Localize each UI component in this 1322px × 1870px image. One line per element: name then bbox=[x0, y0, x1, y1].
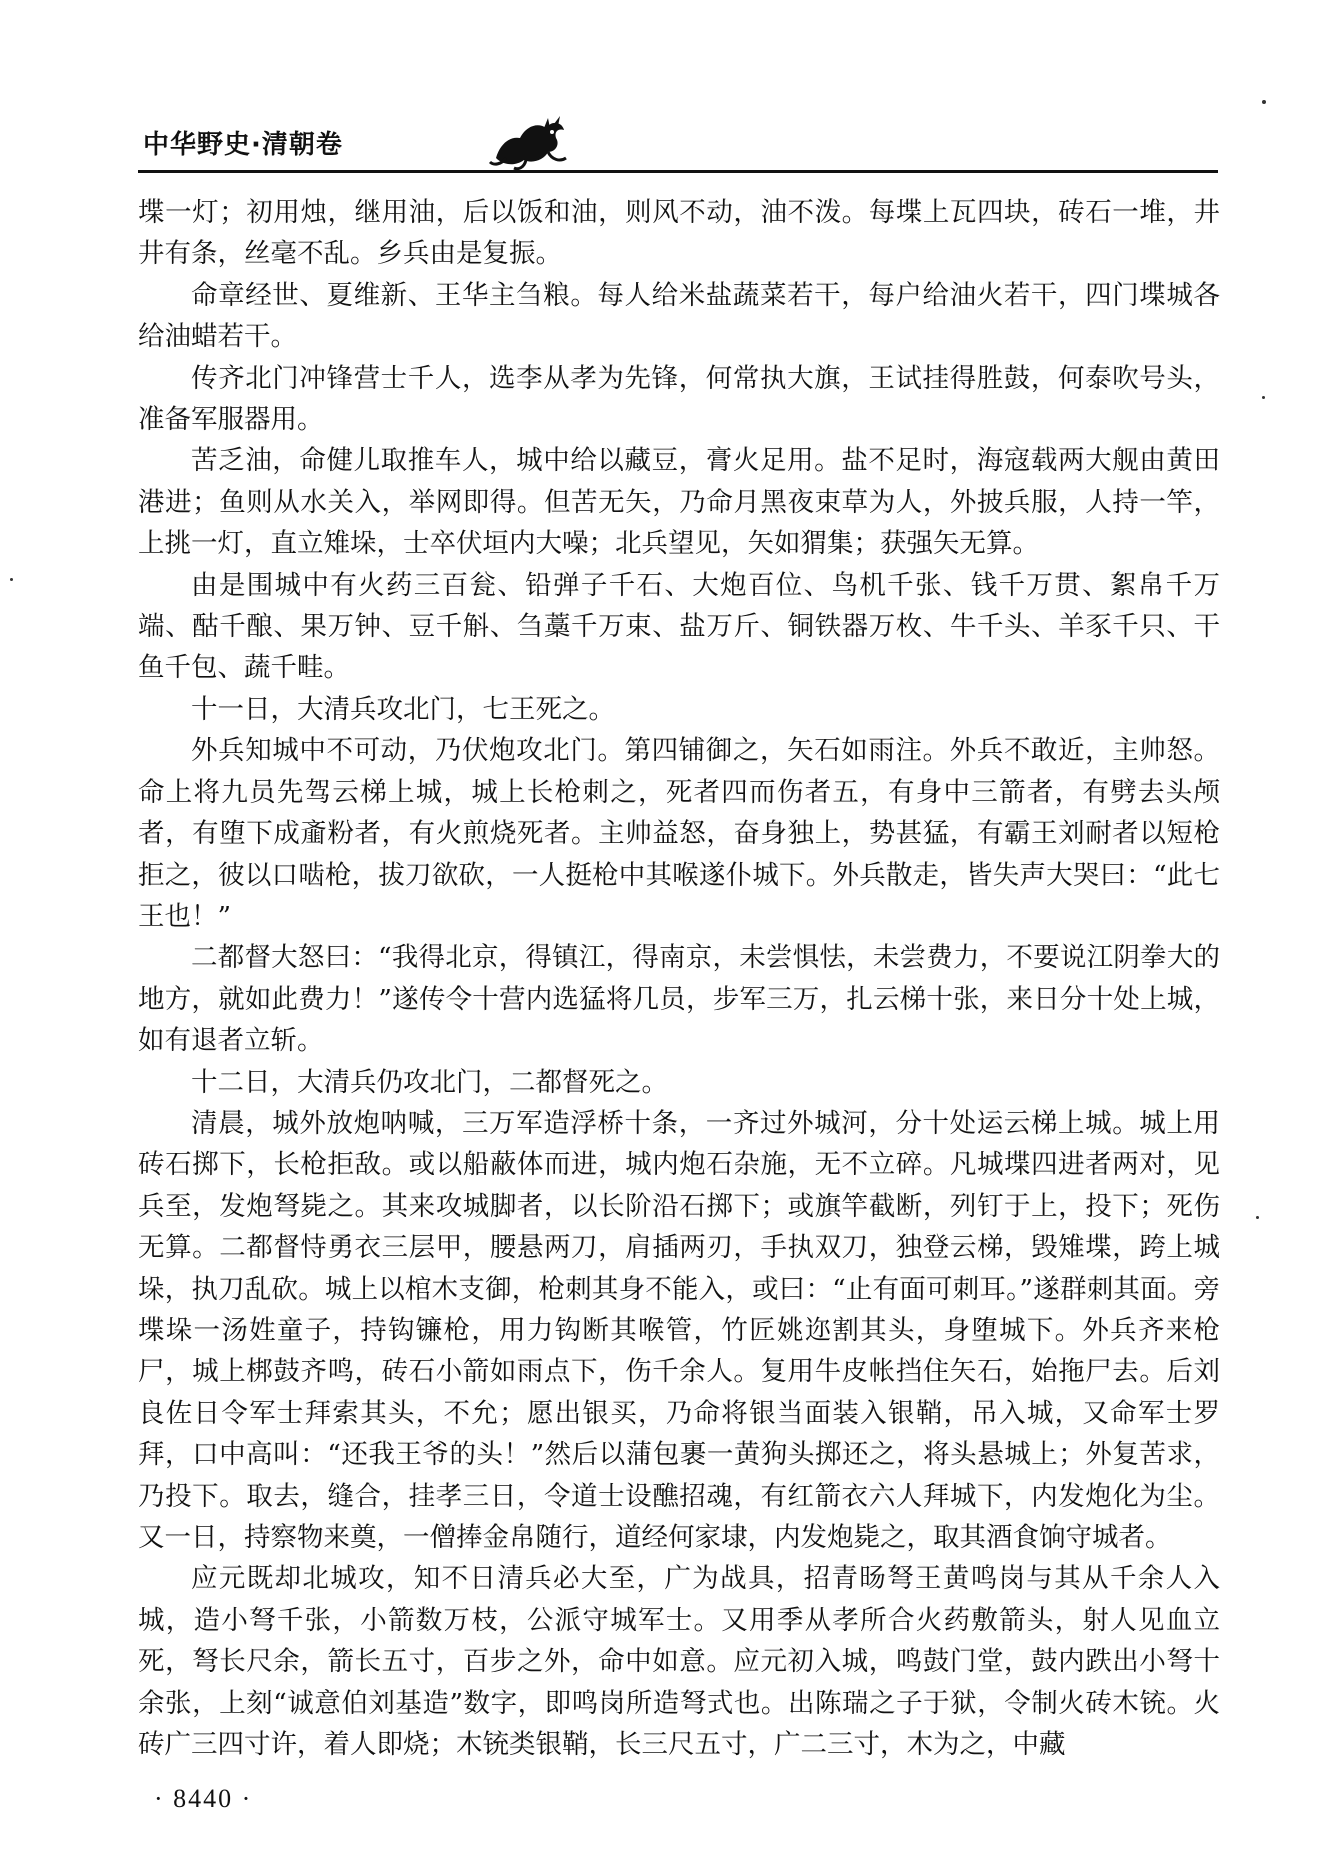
header-rule bbox=[138, 170, 1218, 173]
paragraph: 命章经世、夏维新、王华主刍粮。每人给米盐蔬菜若干，每户给油火若干，四门堞城各给油蜡若干。 bbox=[138, 279, 1220, 353]
dragon-emblem-icon bbox=[486, 114, 572, 172]
paragraph: 清晨，城外放炮呐喊，三万军造浮桥十条，一齐过外城河，分十处运云梯上城。城上用砖石掷下，长枪拒敌。或以船蔽体而进，城内炮石杂施，无不立碎。凡城堞四进者两对，见兵至，发炮弩毙之。其来攻城脚者，以长阶沿石掷下；或旗竿截断，列钉于上，投下；死伤无算。二都督恃勇衣三层甲，腰悬两刀，肩插两刃，手执双刀，独登云梯，毁雉堞，跨上城垛，执刀乱砍。城上以棺木支御，枪刺其身不能入，或曰：“止有面可刺耳。”遂群刺其面。旁堞垛一汤姓童子，持钩镰枪，用力钩断其喉管，竹匠姚迩割其头，身堕城下。外兵齐来枪尸，城上梆鼓齐鸣，砖石小箭如雨点下，伤千余人。复用牛皮帐挡住矢石，始拖尸去。后刘良佐日令军士拜索其头，不允；愿出银买，乃命将银当面装入银鞘，吊入城，又命军士罗拜，口中高叫：“还我王爷的头！”然后以蒲包裹一黄狗头掷还之，将头悬城上；外复苦求，乃投下。取去，缝合，挂孝三日，令道士设醮招魂，有红箭衣六人拜城下，内发炮化为尘。又一日，持察物来奠，一僧捧金帛随行，道经何家埭，内发炮毙之，取其酒食饷守城者。 bbox=[138, 1107, 1220, 1553]
paragraph: 苦乏油，命健儿取推车人，城中给以藏豆，膏火足用。盐不足时，海寇载两大舰由黄田港进；鱼则从水关入，举网即得。但苦无矢，乃命月黑夜束草为人，外披兵服，人持一竿，上挑一灯，直立雉垛，士卒伏垣内大噪；北兵望见，矢如猬集；获强矢无算。 bbox=[138, 445, 1220, 560]
scan-speck bbox=[10, 578, 13, 581]
paragraph-continued: 堞一灯；初用烛，继用油，后以饭和油，则风不动，油不泼。每堞上瓦四块，砖石一堆，井井有条，丝毫不乱。乡兵由是复振。 bbox=[138, 197, 1220, 270]
scan-speck bbox=[1262, 100, 1266, 104]
paragraph-dated-heading: 十二日，大清兵仍攻北门，二都督死之。 bbox=[191, 1066, 668, 1098]
paragraph-dated-heading: 十一日，大清兵攻北门，七王死之。 bbox=[191, 693, 615, 725]
running-header-title: 中华野史·清朝卷 bbox=[143, 130, 343, 160]
scan-speck bbox=[1256, 1216, 1259, 1219]
page-number: · 8440 · bbox=[154, 1784, 253, 1813]
main-text bbox=[138, 192, 1220, 1765]
paragraph: 二都督大怒曰：“我得北京，得镇江，得南京，未尝惧怯，未尝费力，不要说江阴拳大的地方，就如此费力！”遂传令十营内选猛将几员，步军三万，扎云梯十张，来日分十处上城，如有退者立斩。 bbox=[138, 942, 1220, 1057]
paragraph: 由是围城中有火药三百瓮、铅弹子千石、大炮百位、鸟机千张、钱千万贯、絮帛千万端、酤千酿、果万钟、豆千斛、刍藁千万束、盐万斤、铜铁器万枚、牛千头、羊豕千只、干鱼千包、蔬千畦。 bbox=[138, 569, 1220, 684]
paragraph: 传齐北门冲锋营士千人，选李从孝为先锋，何常执大旗，王试挂得胜鼓，何泰吹号头，准备军服器用。 bbox=[138, 362, 1220, 436]
paragraph: 应元既却北城攻，知不日清兵必大至，广为战具，招青旸弩王黄鸣岗与其从千余人入城，造小弩千张，小箭数万枝，公派守城军士。又用季从孝所合火药敷箭头，射人见血立死，弩长尺余，箭长五寸，百步之外，命中如意。应元初入城，鸣鼓门堂，鼓内跌出小弩十余张，上刻“诚意伯刘基造”数字，即鸣岗所造弩式也。出陈瑞之子于狱，令制火砖木铳。火砖广三四寸许，着人即烧；木铳类银鞘，长三尺五寸，广二三寸，木为之，中藏 bbox=[138, 1563, 1220, 1761]
scan-speck bbox=[1262, 396, 1265, 399]
paragraph: 外兵知城中不可动，乃伏炮攻北门。第四铺御之，矢石如雨注。外兵不敢近，主帅怒。命上将九员先驾云梯上城，城上长枪刺之，死者四而伤者五，有身中三箭者，有劈去头颅者，有堕下成齑粉者，有火煎烧死者。主帅益怒，奋身独上，势甚猛，有霸王刘耐者以短枪拒之，彼以口啮枪，拔刀欲砍，一人挺枪中其喉遂仆城下。外兵散走，皆失声大哭曰：“此七王也！” bbox=[138, 735, 1220, 932]
